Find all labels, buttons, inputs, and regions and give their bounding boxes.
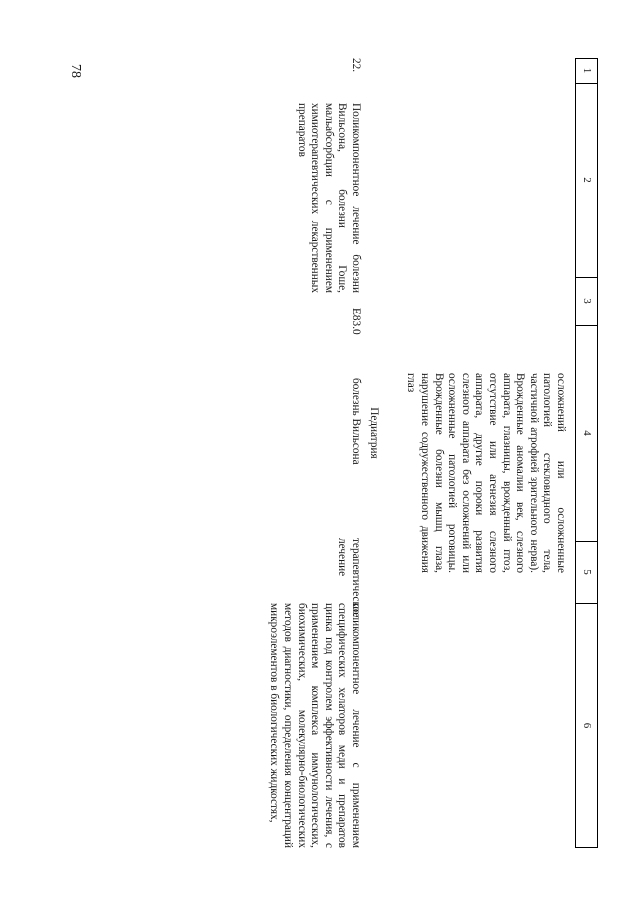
column-header: 1 [581,67,593,74]
continuation-text: осложнений или осложненные патологией стекловидного тела, частичной атрофией зрительного нерва). Врожденные аномалии век, слезного аппарата, глазницы, врожденный птоз, отсутствие или агенезия слезного аппарата, другие пороки развития слезного аппарата без осложнений или осложненные патологией роговицы. Врожденные болезни мышц глаза, нарушение содружественного движения глаз [405,373,567,573]
row-model: болезнь Вильсона [350,378,362,465]
row-method: поликомпонентное лечение с применением специфических хелаторов меди и препаратов цинка под контролем эффективности лечения, с применением комплекса иммунологических, биохимических, молекулярно-биологических методов диагностики, определения концентраций микроэлементов в биологических жидкостях, [268,603,362,848]
page-number: 78 [68,64,83,78]
medical-care-table [108,58,598,848]
column-header: 5 [581,569,593,575]
column-header: 6 [581,722,593,729]
section-heading: Педиатрия [368,407,380,459]
column-header: 2 [581,177,593,183]
row-name: Поликомпонентное лечение болезни Вильсона, болезни Гоше, мальабсорбции с применением химиотерапевтических лекарственных препаратов [295,103,362,293]
column-header: 4 [581,430,593,436]
row-treatment-type: терапевтическое лечение [336,538,362,618]
row-code: E83.0 [350,308,362,335]
column-header: 3 [581,298,593,304]
row-number: 22. [350,58,362,73]
